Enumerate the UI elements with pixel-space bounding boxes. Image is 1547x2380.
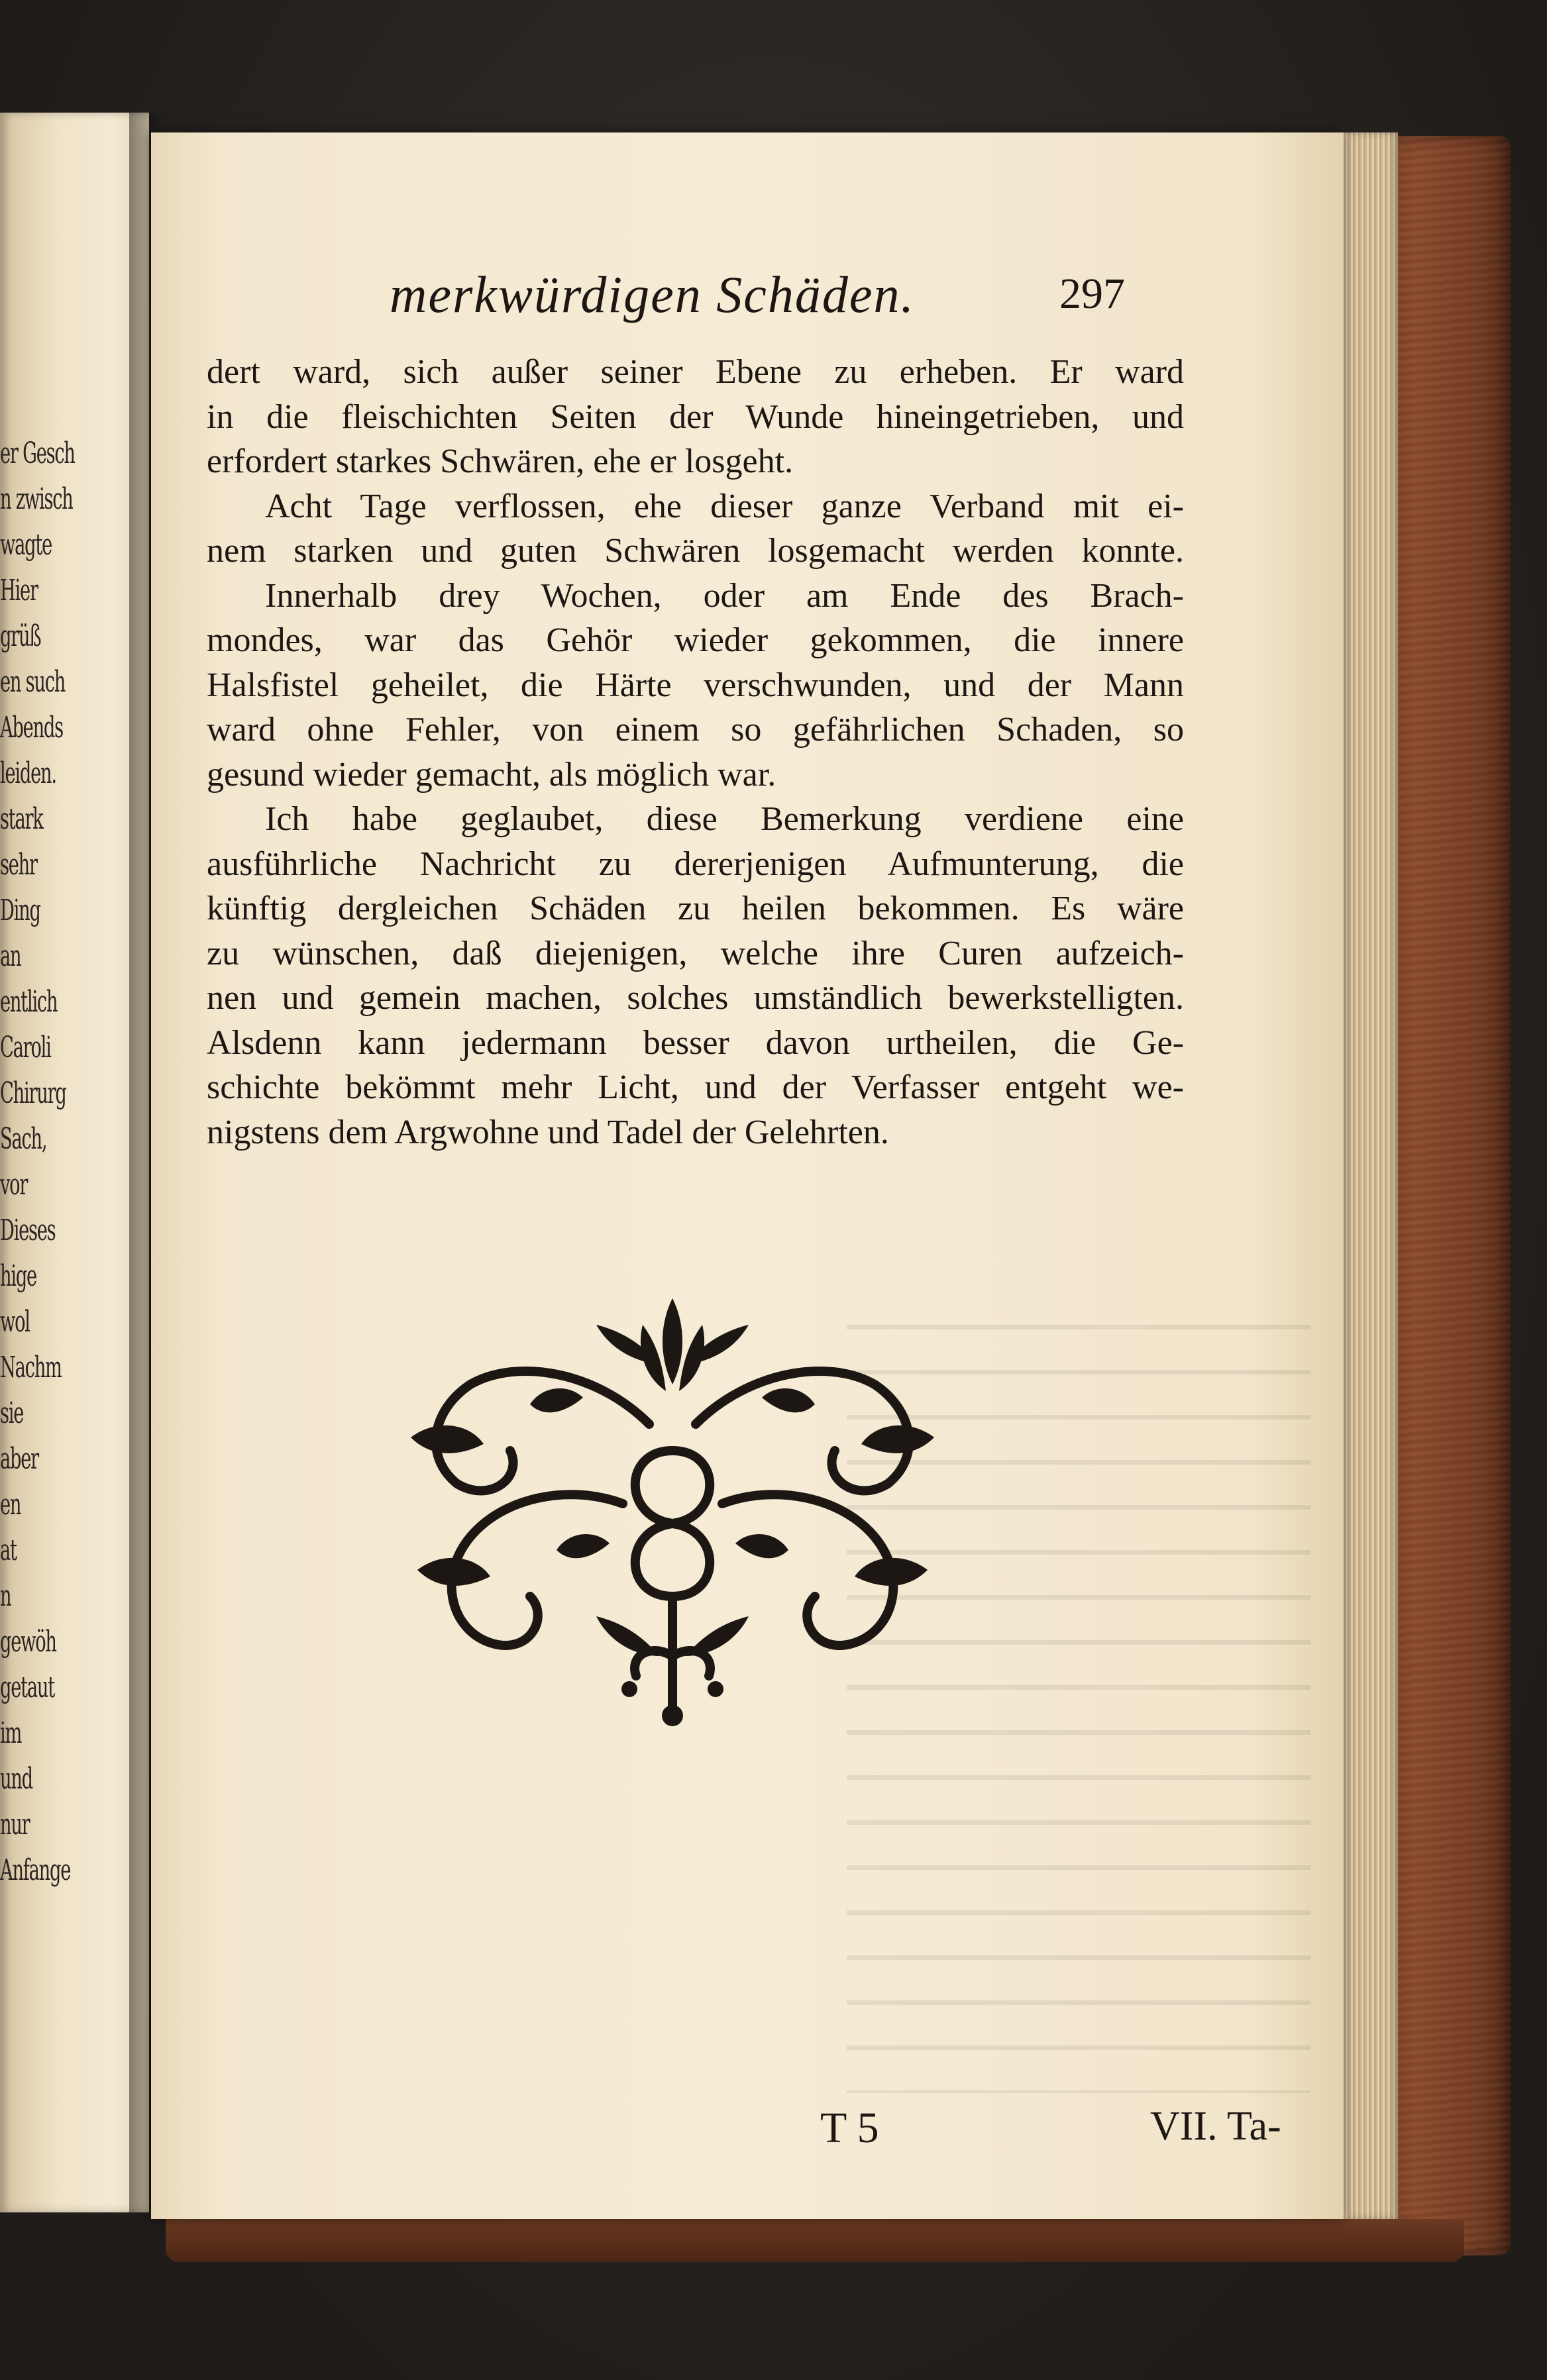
body-text xyxy=(207,350,1184,1155)
text-line: Ich habe geglaubet, diese Bemerkung verdiene eine xyxy=(265,800,1184,838)
text-line: ausführliche Nachricht zu dererjenigen Aufmunterung, die xyxy=(207,845,1184,883)
left-fragment: en such xyxy=(0,665,66,699)
text-line: Halsfistel geheilet, die Härte verschwunden, und der Mann xyxy=(207,666,1184,704)
catchword: VII. Ta- xyxy=(1150,2104,1281,2149)
text-line: gesund wieder gemacht, als möglich war. xyxy=(207,755,776,794)
left-fragment: und xyxy=(0,1762,32,1796)
text-line: Innerhalb drey Wochen, oder am Ende des Brach- xyxy=(265,576,1184,615)
page-header xyxy=(390,265,1125,325)
text-line: erfordert starkes Schwären, ehe er losgeht. xyxy=(207,442,794,480)
left-fragment: Chirurg xyxy=(0,1076,66,1110)
left-fragment: Nachm xyxy=(0,1351,62,1384)
left-fragment: sehr xyxy=(0,848,37,882)
left-fragment: Sach, xyxy=(0,1122,47,1156)
text-line: Acht Tage verflossen, ehe dieser ganze Verband mit ei- xyxy=(265,487,1184,525)
left-fragment: im xyxy=(0,1716,22,1750)
right-page xyxy=(151,132,1344,2219)
left-fragment: wagte xyxy=(0,528,52,562)
leather-cover-bottom-edge xyxy=(166,2219,1464,2262)
text-line: nem starken und guten Schwären losgemacht werden konnte. xyxy=(207,532,1184,570)
text-line: künftig dergleichen Schäden zu heilen bekommen. Es wäre xyxy=(207,890,1184,927)
left-fragment: Anfange xyxy=(0,1853,71,1887)
text-line: zu wünschen, daß diejenigen, welche ihre Curen aufzeich- xyxy=(207,934,1184,972)
text-line: nigstens dem Argwohne und Tadel der Gelehrten. xyxy=(207,1113,889,1151)
text-line: dert ward, sich außer seiner Ebene zu erheben. Er ward xyxy=(207,353,1184,391)
left-fragment: en xyxy=(0,1488,21,1522)
left-fragment: Caroli xyxy=(0,1031,51,1064)
left-fragment: n xyxy=(0,1579,11,1613)
left-page-text-fragments xyxy=(0,431,90,1893)
text-line: Alsdenn kann jedermann besser davon urtheilen, die Ge- xyxy=(207,1023,1184,1062)
left-fragment: sie xyxy=(0,1396,24,1430)
text-line: mondes, war das Gehör wieder gekommen, die innere xyxy=(207,621,1184,659)
signature-mark: T 5 xyxy=(820,2104,879,2152)
page-edge-stack xyxy=(1338,132,1398,2219)
page-number: 297 xyxy=(1059,270,1125,318)
left-fragment: gewöh xyxy=(0,1625,56,1659)
left-fragment: an xyxy=(0,939,21,973)
text-line: nen und gemein machen, solches umständlich bewerkstelligten. xyxy=(207,979,1184,1017)
left-fragment: stark xyxy=(0,802,43,836)
left-fragment: n zwisch xyxy=(0,482,73,516)
left-fragment: aber xyxy=(0,1442,38,1476)
left-fragment: Abends xyxy=(0,711,63,745)
running-head: merkwürdigen Schäden. xyxy=(390,266,915,323)
left-facing-page xyxy=(0,113,149,2212)
text-line: ward ohne Fehler, von einem so gefährlichen Schaden, so xyxy=(207,711,1184,749)
left-fragment: nur xyxy=(0,1808,30,1841)
left-fragment: entlich xyxy=(0,985,58,1019)
text-line: schichte bekömmt mehr Licht, und der Verfasser entgeht we- xyxy=(207,1068,1184,1106)
left-fragment: er Gesch xyxy=(0,437,75,470)
page-footer xyxy=(151,2103,1344,2163)
left-fragment: leiden. xyxy=(0,756,56,790)
left-fragment: vor xyxy=(0,1168,28,1202)
left-fragment: getaut xyxy=(0,1671,54,1704)
left-fragment: Hier xyxy=(0,574,38,607)
left-fragment: wol xyxy=(0,1305,30,1339)
left-fragment: grüß xyxy=(0,619,41,653)
text-line: in die fleischichten Seiten der Wunde hineingetrieben, und xyxy=(207,397,1184,436)
left-fragment: Ding xyxy=(0,894,40,927)
left-fragment: at xyxy=(0,1533,17,1567)
left-fragment: Dieses xyxy=(0,1214,56,1247)
left-fragment: hige xyxy=(0,1259,36,1293)
floral-tailpiece-ornament-icon xyxy=(398,1285,947,1735)
